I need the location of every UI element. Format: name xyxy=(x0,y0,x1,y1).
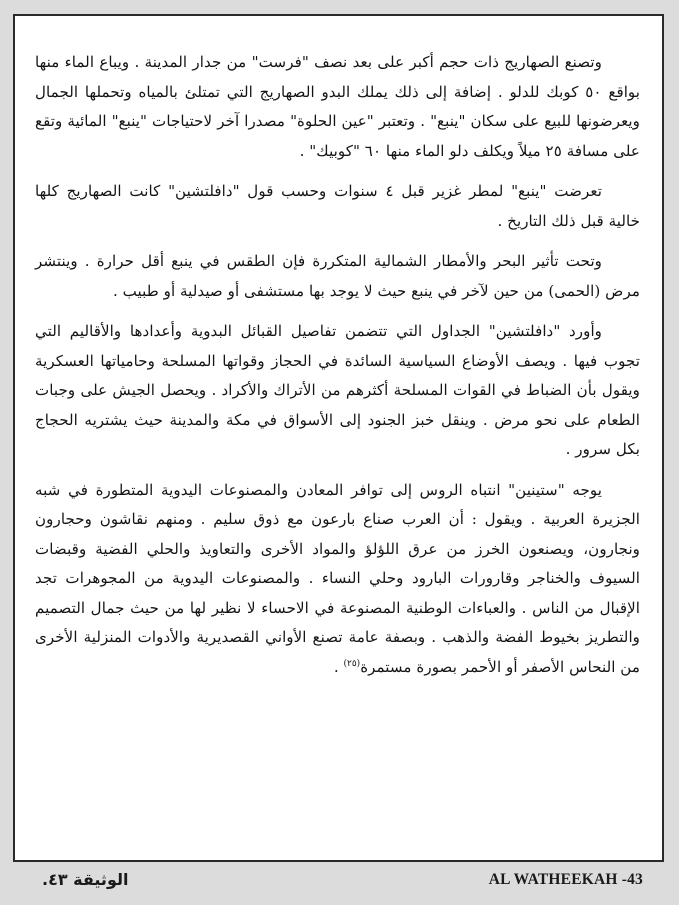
footnote-reference: (٢٥) xyxy=(343,658,361,669)
footer-english-page-label: AL WATHEEKAH -43 xyxy=(488,871,643,888)
paragraph-3: وتحت تأثير البحر والأمطار الشمالية المتكررة فإن الطقس في ينبع أقل حرارة . وينتشر مرض (الحمى) من حين لآخر في ينبع حيث لا يوجد بها مستشفى أو صيدلية أو طبيب . xyxy=(35,252,640,300)
paragraph-5-text: يوجه "ستينين" انتباه الروس إلى توافر المعادن والمصنوعات اليدوية المتطورة في شبه الجزيرة العربية . ويقول : أن العرب صناع بارعون مع ذوق سليم . ومنهم نقاشون وحجارون ونجارون، ويصنعون الخرز من عرق اللؤلؤ والمواد الأخرى والتعاويذ والحلي الفضية وقبضات السيوف والخناجر وقارورات البارود وحلي النساء . والمصنوعات اليدوية من المجوهرات تجد الإقبال من الناس . والعباءات الوطنية المصنوعة في الاحساء لا نظير لها من حيث جمال التصميم والتطريز بخيوط الفضة والذهب . وبصفة عامة تصنع الأواني القصديرية والأدوات المنزلية الأخرى من النحاس الأصفر أو الأحمر بصورة مستمرة xyxy=(35,480,640,676)
page-footer xyxy=(0,866,679,896)
paragraph-2: تعرضت "ينبع" لمطر غزير قبل ٤ سنوات وحسب قول "دافلتشين" كانت الصهاريج كلها خالية قبل ذلك التاريخ . xyxy=(35,182,640,230)
footer-arabic-page-label: الوثيقة ٤٣. xyxy=(42,870,129,889)
paragraph-5 xyxy=(35,476,640,683)
paragraph-5-end: . xyxy=(333,657,339,676)
page-frame xyxy=(13,14,664,862)
paragraph-1: وتصنع الصهاريج ذات حجم أكبر على بعد نصف "فرست" من جدار المدينة . ويباع الماء منها بواقع ٥٠ كوبك للدلو . إضافة إلى ذلك يملك البدو الصهاريج التي تمتلئ بالمياه وتحملها الجمال ويعرضونها للبيع على سكان "ينبع" . وتعتبر "عين الحلوة" مصدرا آخر لاحتياجات "ينبع" المائية وتقع على مسافة ٢٥ ميلاً ويكلف دلو الماء منها ٦٠ "كوبيك" . xyxy=(35,53,641,160)
paragraph-4: وأورد "دافلتشين" الجداول التي تتضمن تفاصيل القبائل البدوية وأعدادها والأقاليم التي تجوب فيها . ويصف الأوضاع السياسية السائدة في الحجاز وقواتها المسلحة وحامياتها العسكرية ويقول بأن الضباط في القوات المسلحة أكثرهم من الأتراك والأكراد . ويحصل الجيش على وجبات الطعام على نحو مرض . وينقل خبز الجنود إلى الأسواق في مكة والمدينة حيث يشتريه الحجاج بكل سرور . xyxy=(35,322,640,458)
article-body xyxy=(35,48,640,846)
